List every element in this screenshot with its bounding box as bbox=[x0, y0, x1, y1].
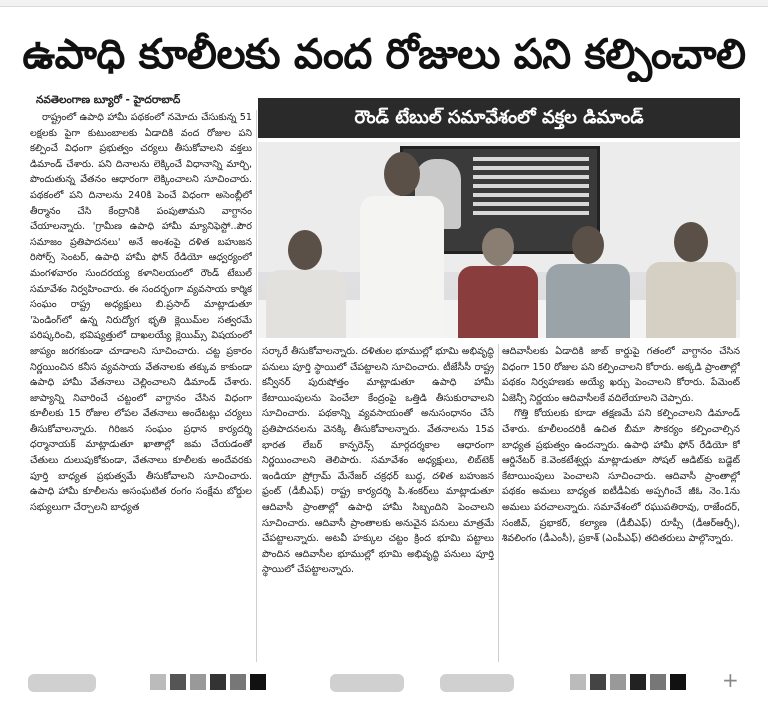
crosshair-icon: + bbox=[722, 668, 739, 692]
meeting-photo bbox=[258, 142, 740, 338]
person-seated-center bbox=[458, 228, 538, 338]
registration-mark bbox=[28, 674, 96, 692]
registration-mark bbox=[230, 674, 246, 690]
article-byline: నవతెలంగాణ బ్యూరో - హైదరాబాద్ bbox=[36, 94, 181, 106]
registration-mark bbox=[330, 674, 404, 692]
registration-mark bbox=[650, 674, 666, 690]
column-paragraph: సర్కారే తీసుకోవాలన్నారు. దళితుల భూముల్లో భూమి అభివృద్ధి పనులు పూర్తి స్థాయిలో చేపట్టాలని సూచించారు. టీజేసీసీ రాష్ట్ర కన్వీనర్ పురుషోత్తం మాట్లాడుతూ ఉపాధి హామీ కేటాయింపులను పెంచేలా కేంద్రంపై ఒత్తిడి తీసుకురావాలని సూచించారు. పథకాన్ని వ్యవసాయంతో అనుసంధానం చేసే ప్రతిపాదనలను వెనక్కి తీసుకోవాలన్నారు. వేతనాలను 15వ భారత లేబర్ కాన్ఫరెన్స్ మార్గదర్శకాల ఆధారంగా నిర్ణయించాలని తెలిపారు. సమావేశం అధ్యక్షులు, లిబ్‌టెక్ ఇండియా ప్రోగ్రామ్ మేనేజర్ చక్రధర్ బుద్ధ, దళిత బహుజన ఫ్రంట్ (డీబీఎఫ్) రాష్ట్ర కార్యదర్శి పి.శంకర్‌లు మాట్లాడుతూ ఆదివాసీ ప్రాంతాల్లో ఉపాధి హామీ సిబ్బందిని పెంచాలని సూచించారు. ఆదివాసీ ప్రాంతాలకు అనువైన పనులు మాత్రమే చేపట్టాలన్నారు. అటవీ హక్కుల చట్టం క్రింద భూమి పట్టాలు పొందిన ఆదివాసీల భూముల్లో భూమి అభివృద్ధి పనులు పూర్తి స్థాయిలో చేపట్టాలన్నారు. bbox=[262, 346, 494, 576]
registration-mark bbox=[590, 674, 606, 690]
person-seated-far-right bbox=[646, 222, 736, 338]
article-headline: ఉపాధి కూలీలకు వంద రోజులు పని కల్పించాలి bbox=[22, 30, 746, 78]
registration-mark bbox=[610, 674, 626, 690]
registration-mark bbox=[190, 674, 206, 690]
page-top-rule bbox=[0, 0, 768, 7]
person-speaker bbox=[354, 152, 450, 338]
registration-mark bbox=[570, 674, 586, 690]
article-column-2 bbox=[262, 344, 494, 664]
article-column-1 bbox=[30, 110, 252, 666]
article-subheadline: రౌండ్ టేబుల్ సమావేశంలో వక్తల డిమాండ్ bbox=[258, 98, 740, 138]
column-paragraph: రాష్ట్రంలో ఉపాధి హామీ పథకంలో నమోదు చేసుకున్న 51 లక్షలకు పైగా కుటుంబాలకు ఏడాదికి వంద రోజుల పని కల్పించే విధంగా ప్రభుత్వం చర్యలు తీసుకోవాలని వక్తలు డిమాండ్ చేశారు. పని దినాలను లెక్కించే విధానాన్ని మార్చి, పొందుతున్న వేతనం ఆధారంగా లెక్కించాలని సూచించారు. పథకంలో పని దినాలను 240కి పెంచే విధంగా అసెంబ్లీలో తీర్మానం చేసి కేంద్రానికి పంపుతామని వాగ్దానం చేయాలన్నారు. 'గ్రామీణ ఉపాధి హామీ మ్యానిఫెస్టో..పౌర సమాజం ప్రతిపాదనలు' అనే అంశంపై దళిత బహుజన రిసోర్స్ సెంటర్, ఉపాధి హామీ ఫోన్ రేడియో ఆధ్వర్యంలో మంగళవారం సుందరయ్య కళానిలయంలో రౌండ్ టేబుల్ సమావేశం నిర్వహించారు. ఈ సందర్భంగా వ్యవసాయ కార్మిక సంఘం రాష్ట్ర అధ్యక్షులు బి.ప్రసాద్ మాట్లాడుతూ 'పెండింగ్‌లో ఉన్న నిరుద్యోగ భృతి క్లెయిమ్‌ల సత్వరమే పరిష్కరించి, భవిష్యత్తులో దాఖలయ్యే క్లెయిమ్స్ విషయంలో జాప్యం జరగకుండా చూడాలని సూచించారు. చట్ట ప్రకారం నిర్ణయించిన కనీస వ్యవసాయ వేతనాలకు తక్కువ కాకుండా ఉపాధి హామీ వేతనాలు చెల్లించాలని డిమాండ్ చేశారు. జాప్యాన్ని నివారించే చట్టంలో వాగ్దానం చేసిన విధంగా కూలీలకు 15 రోజుల లోపల వేతనాలు అందేటట్లు చర్యలు తీసుకోవాలన్నారు. గిరిజన సంఘం ప్రధాన కార్యదర్శి ధర్మానాయక్ మాట్లాడుతూ ఖాతాల్లో జమ చేయడంతో చేతులు దులుపుకోకుండా, వేతనాలు కూలీలకు అందేవరకు పూర్తి బాధ్యత ప్రభుత్వమే తీసుకోవాలని సూచించారు. ఉపాధి హామీ కూలీలను అసంఘటిత రంగం సంక్షేమ బోర్డుల సభ్యులుగా చేర్చాలని బాధ్యత bbox=[30, 112, 252, 513]
registration-mark bbox=[670, 674, 686, 690]
registration-mark bbox=[630, 674, 646, 690]
person-seated-right bbox=[546, 226, 630, 338]
registration-mark bbox=[440, 674, 514, 692]
column-divider bbox=[256, 110, 257, 662]
column-paragraph: ఆదివాసీలకు ఏడాదికి జాబ్ కార్డుపై గతంలో వాగ్దానం చేసిన విధంగా 150 రోజుల పని కల్పించాలని కోరారు. అక్కడి ప్రాంతాల్లో పథకం నిర్వహణకు అయ్యే ఖర్చు పెంచాలని కోరారు. పేమెంట్ ఏజెన్సీ నిర్ణయం ఆదివాసీలకే వదిలేయాలని చెప్పారు. bbox=[502, 346, 740, 404]
poster-text-lines bbox=[473, 157, 589, 217]
article-column-3 bbox=[502, 344, 740, 664]
page-bottom-strip bbox=[0, 688, 768, 715]
registration-mark bbox=[210, 674, 226, 690]
registration-mark bbox=[150, 674, 166, 690]
person-seated-left bbox=[266, 230, 346, 338]
column-divider bbox=[498, 344, 499, 662]
registration-mark bbox=[170, 674, 186, 690]
registration-mark bbox=[250, 674, 266, 690]
column-paragraph: గొత్తి కోయలకు కూడా తక్షణమే పని కల్పించాలని డిమాండ్ చేశారు. కూలీలందరికీ ఉచిత బీమా సౌకర్యం కల్పించాల్సిన బాధ్యత ప్రభుత్వం ఉందన్నారు. ఉపాధి హామీ ఫోన్ రేడియో కో ఆర్డినేటర్ కె.వెంకటేశ్వర్లు మాట్లాడుతూ సోషల్ ఆడిట్‌కు బడ్జెట్ కేటాయింపులు పెంచాలని సూచించారు. ఆదివాసీ ప్రాంతాల్లో పథకం అమలు బాధ్యత ఐటీడీఏకు అప్పగించే జీఓ నెం.1ను అమలు పరచాలన్నారు. సమావేశంలో రఘుపతిరావు, రాజేందర్, సంజీవ్, ప్రభాకర్, కల్యాణ (డీబీఎఫ్) రూప్సీ (డీఆర్‌ఆర్సీ), శివలింగం (డీఎంసీ), ప్రకాశ్ (ఎంపీఎఫ్) తదితరులు పాల్గొన్నారు. bbox=[502, 408, 740, 545]
